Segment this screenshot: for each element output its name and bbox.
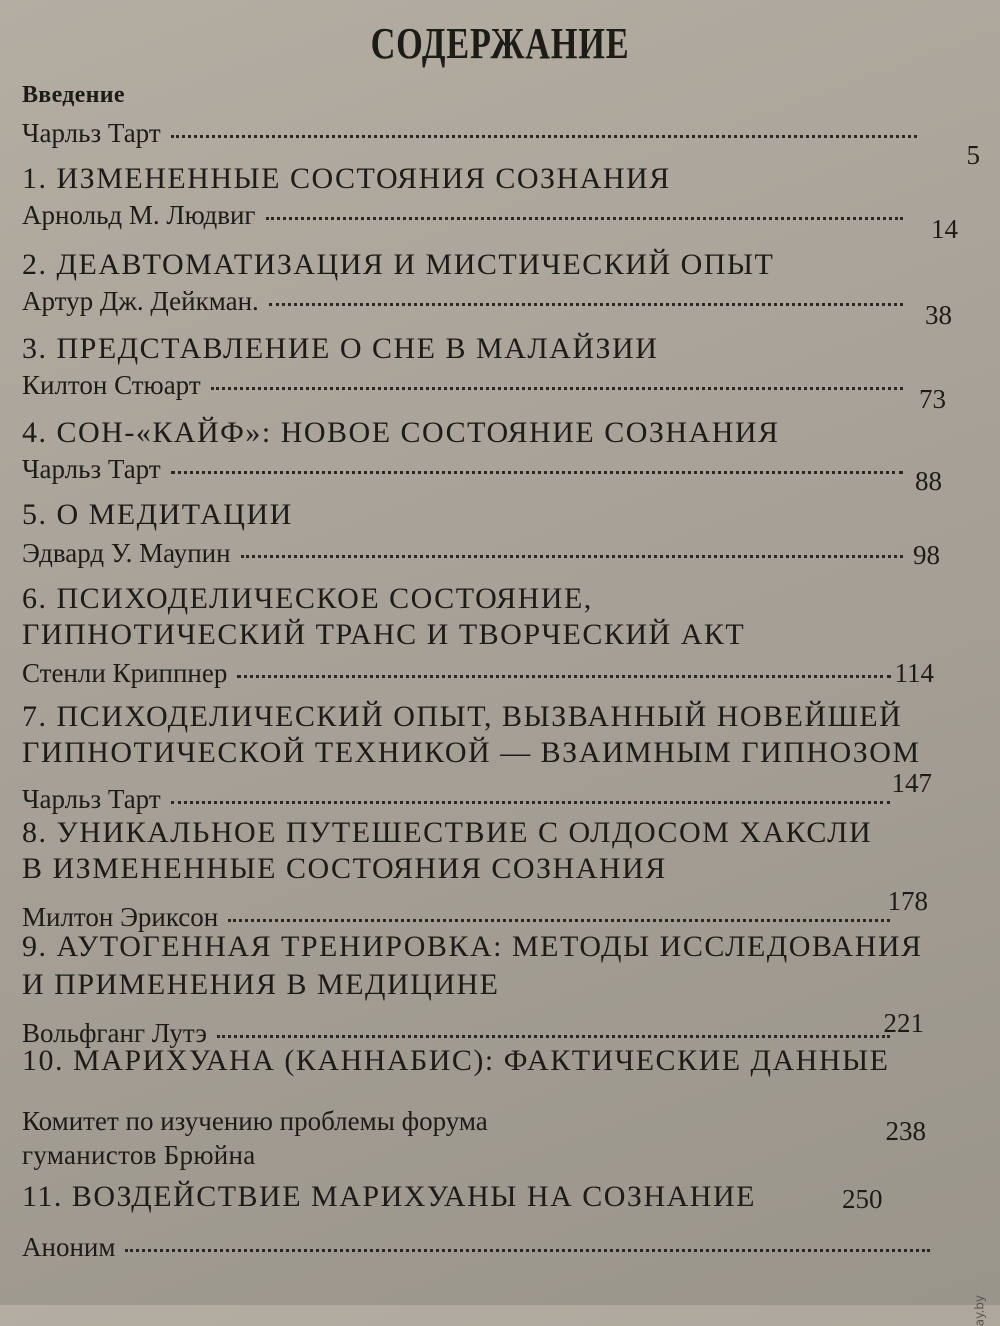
dot-leader xyxy=(228,918,889,922)
toc-entry-7-page: 147 xyxy=(891,768,932,798)
toc-entry-11-author-row xyxy=(22,1232,940,1263)
toc-entry-8-title-line-1: 8. УНИКАЛЬНОЕ ПУТЕШЕСТВИЕ С ОЛДОСОМ ХАКСЛИ xyxy=(22,816,873,849)
toc-entry-3-author-row xyxy=(22,370,946,414)
intro-page-number: 5 xyxy=(966,140,980,170)
toc-entry-6-title-line-2: ГИПНОТИЧЕСКИЙ ТРАНС И ТВОРЧЕСКИЙ АКТ xyxy=(22,618,746,651)
toc-entry-8-page: 178 xyxy=(887,886,928,916)
dot-leader xyxy=(237,674,890,678)
dot-leader xyxy=(171,800,890,804)
toc-entry-9-title-line-2: И ПРИМЕНЕНИЯ В МЕДИЦИНЕ xyxy=(22,968,500,1001)
toc-entry-10-author-line-1: Комитет по изучению проблемы форума xyxy=(22,1106,488,1136)
toc-entry-9-title-line-1: 9. АУТОГЕННАЯ ТРЕНИРОВКА: МЕТОДЫ ИССЛЕДОВАНИЯ xyxy=(22,930,923,963)
toc-entry-1-title: 1. ИЗМЕНЕННЫЕ СОСТОЯНИЯ СОЗНАНИЯ xyxy=(22,162,671,195)
toc-entry-5-page: 98 xyxy=(913,540,940,570)
toc-entry-8-author-row xyxy=(22,886,940,933)
toc-entry-6-author-row xyxy=(22,658,940,689)
toc-entry-2-author-row xyxy=(22,286,952,330)
toc-entry-7-title-line-1: 7. ПСИХОДЕЛИЧЕСКИЙ ОПЫТ, ВЫЗВАННЫЙ НОВЕЙШЕЙ xyxy=(22,700,903,733)
toc-entry-9-author: Вольфганг Лутэ xyxy=(22,1018,207,1048)
dot-leader xyxy=(125,1248,930,1252)
toc-entry-5-author: Эдвард У. Маупин xyxy=(22,538,231,568)
toc-entry-4-author: Чарльз Тарт xyxy=(22,454,161,484)
toc-entry-1-page: 14 xyxy=(931,214,958,244)
toc-entry-7-author: Чарльз Тарт xyxy=(22,784,161,814)
toc-entry-11-title: 11. ВОЗДЕЙСТВИЕ МАРИХУАНЫ НА СОЗНАНИЕ xyxy=(22,1180,756,1213)
dot-leader xyxy=(241,554,903,558)
dot-leader xyxy=(266,216,904,220)
dot-leader xyxy=(171,134,917,138)
toc-entry-10-page: 238 xyxy=(885,1116,926,1146)
intro-author-row xyxy=(22,118,980,170)
toc-entry-3-page: 73 xyxy=(919,384,946,414)
toc-entry-3-author: Килтон Стюарт xyxy=(22,370,201,400)
dot-leader xyxy=(217,1034,890,1038)
toc-entry-6-title-line-1: 6. ПСИХОДЕЛИЧЕСКОЕ СОСТОЯНИЕ, xyxy=(22,582,593,615)
toc-entry-7-author-row xyxy=(22,768,940,815)
dot-leader xyxy=(211,386,903,390)
intro-author: Чарльз Тарт xyxy=(22,118,161,148)
toc-entry-1-author-row xyxy=(22,200,958,244)
dot-leader xyxy=(269,302,903,306)
toc-entry-8-author: Милтон Эриксон xyxy=(22,902,219,932)
toc-entry-2-title: 2. ДЕАВТОМАТИЗАЦИЯ И МИСТИЧЕСКИЙ ОПЫТ xyxy=(22,248,775,281)
toc-entry-10-author-line-2: гуманистов Брюйна xyxy=(22,1140,256,1170)
toc-entry-1-author: Арнольд М. Людвиг xyxy=(22,200,256,230)
toc-entry-3-title: 3. ПРЕДСТАВЛЕНИЕ О СНЕ В МАЛАЙЗИИ xyxy=(22,332,659,365)
toc-entry-11-page: 250 xyxy=(842,1184,883,1214)
toc-entry-10-author-row xyxy=(22,1106,940,1146)
intro-title: Введение xyxy=(22,82,125,108)
toc-entry-11-author: Аноним xyxy=(22,1232,116,1262)
page-title: СОДЕРЖАНИЕ xyxy=(370,19,630,68)
watermark: ay.by xyxy=(972,1295,986,1326)
toc-entry-4-title: 4. СОН-«КАЙФ»: НОВОЕ СОСТОЯНИЕ СОЗНАНИЯ xyxy=(22,416,780,449)
toc-entry-5-title: 5. О МЕДИТАЦИИ xyxy=(22,498,293,531)
toc-entry-9-page: 221 xyxy=(883,1008,924,1038)
toc-entry-2-page: 38 xyxy=(925,300,952,330)
toc-entry-4-page: 88 xyxy=(915,466,942,496)
toc-entry-6-author: Стенли Криппнер xyxy=(22,658,228,688)
toc-entry-2-author: Артур Дж. Дейкман. xyxy=(22,286,259,316)
toc-entry-6-page: 114 xyxy=(894,658,934,688)
toc-entry-5-author-row xyxy=(22,538,940,569)
toc-entry-8-title-line-2: В ИЗМЕНЕННЫЕ СОСТОЯНИЯ СОЗНАНИЯ xyxy=(22,852,667,885)
toc-entry-7-title-line-2: ГИПНОТИЧЕСКОЙ ТЕХНИКОЙ — ВЗАИМНЫМ ГИПНОЗОМ xyxy=(22,736,921,769)
toc-entry-10-title: 10. МАРИХУАНА (КАННАБИС): ФАКТИЧЕСКИЕ ДАННЫЕ xyxy=(22,1044,890,1077)
toc-entry-4-author-row xyxy=(22,454,942,496)
dot-leader xyxy=(171,470,903,474)
